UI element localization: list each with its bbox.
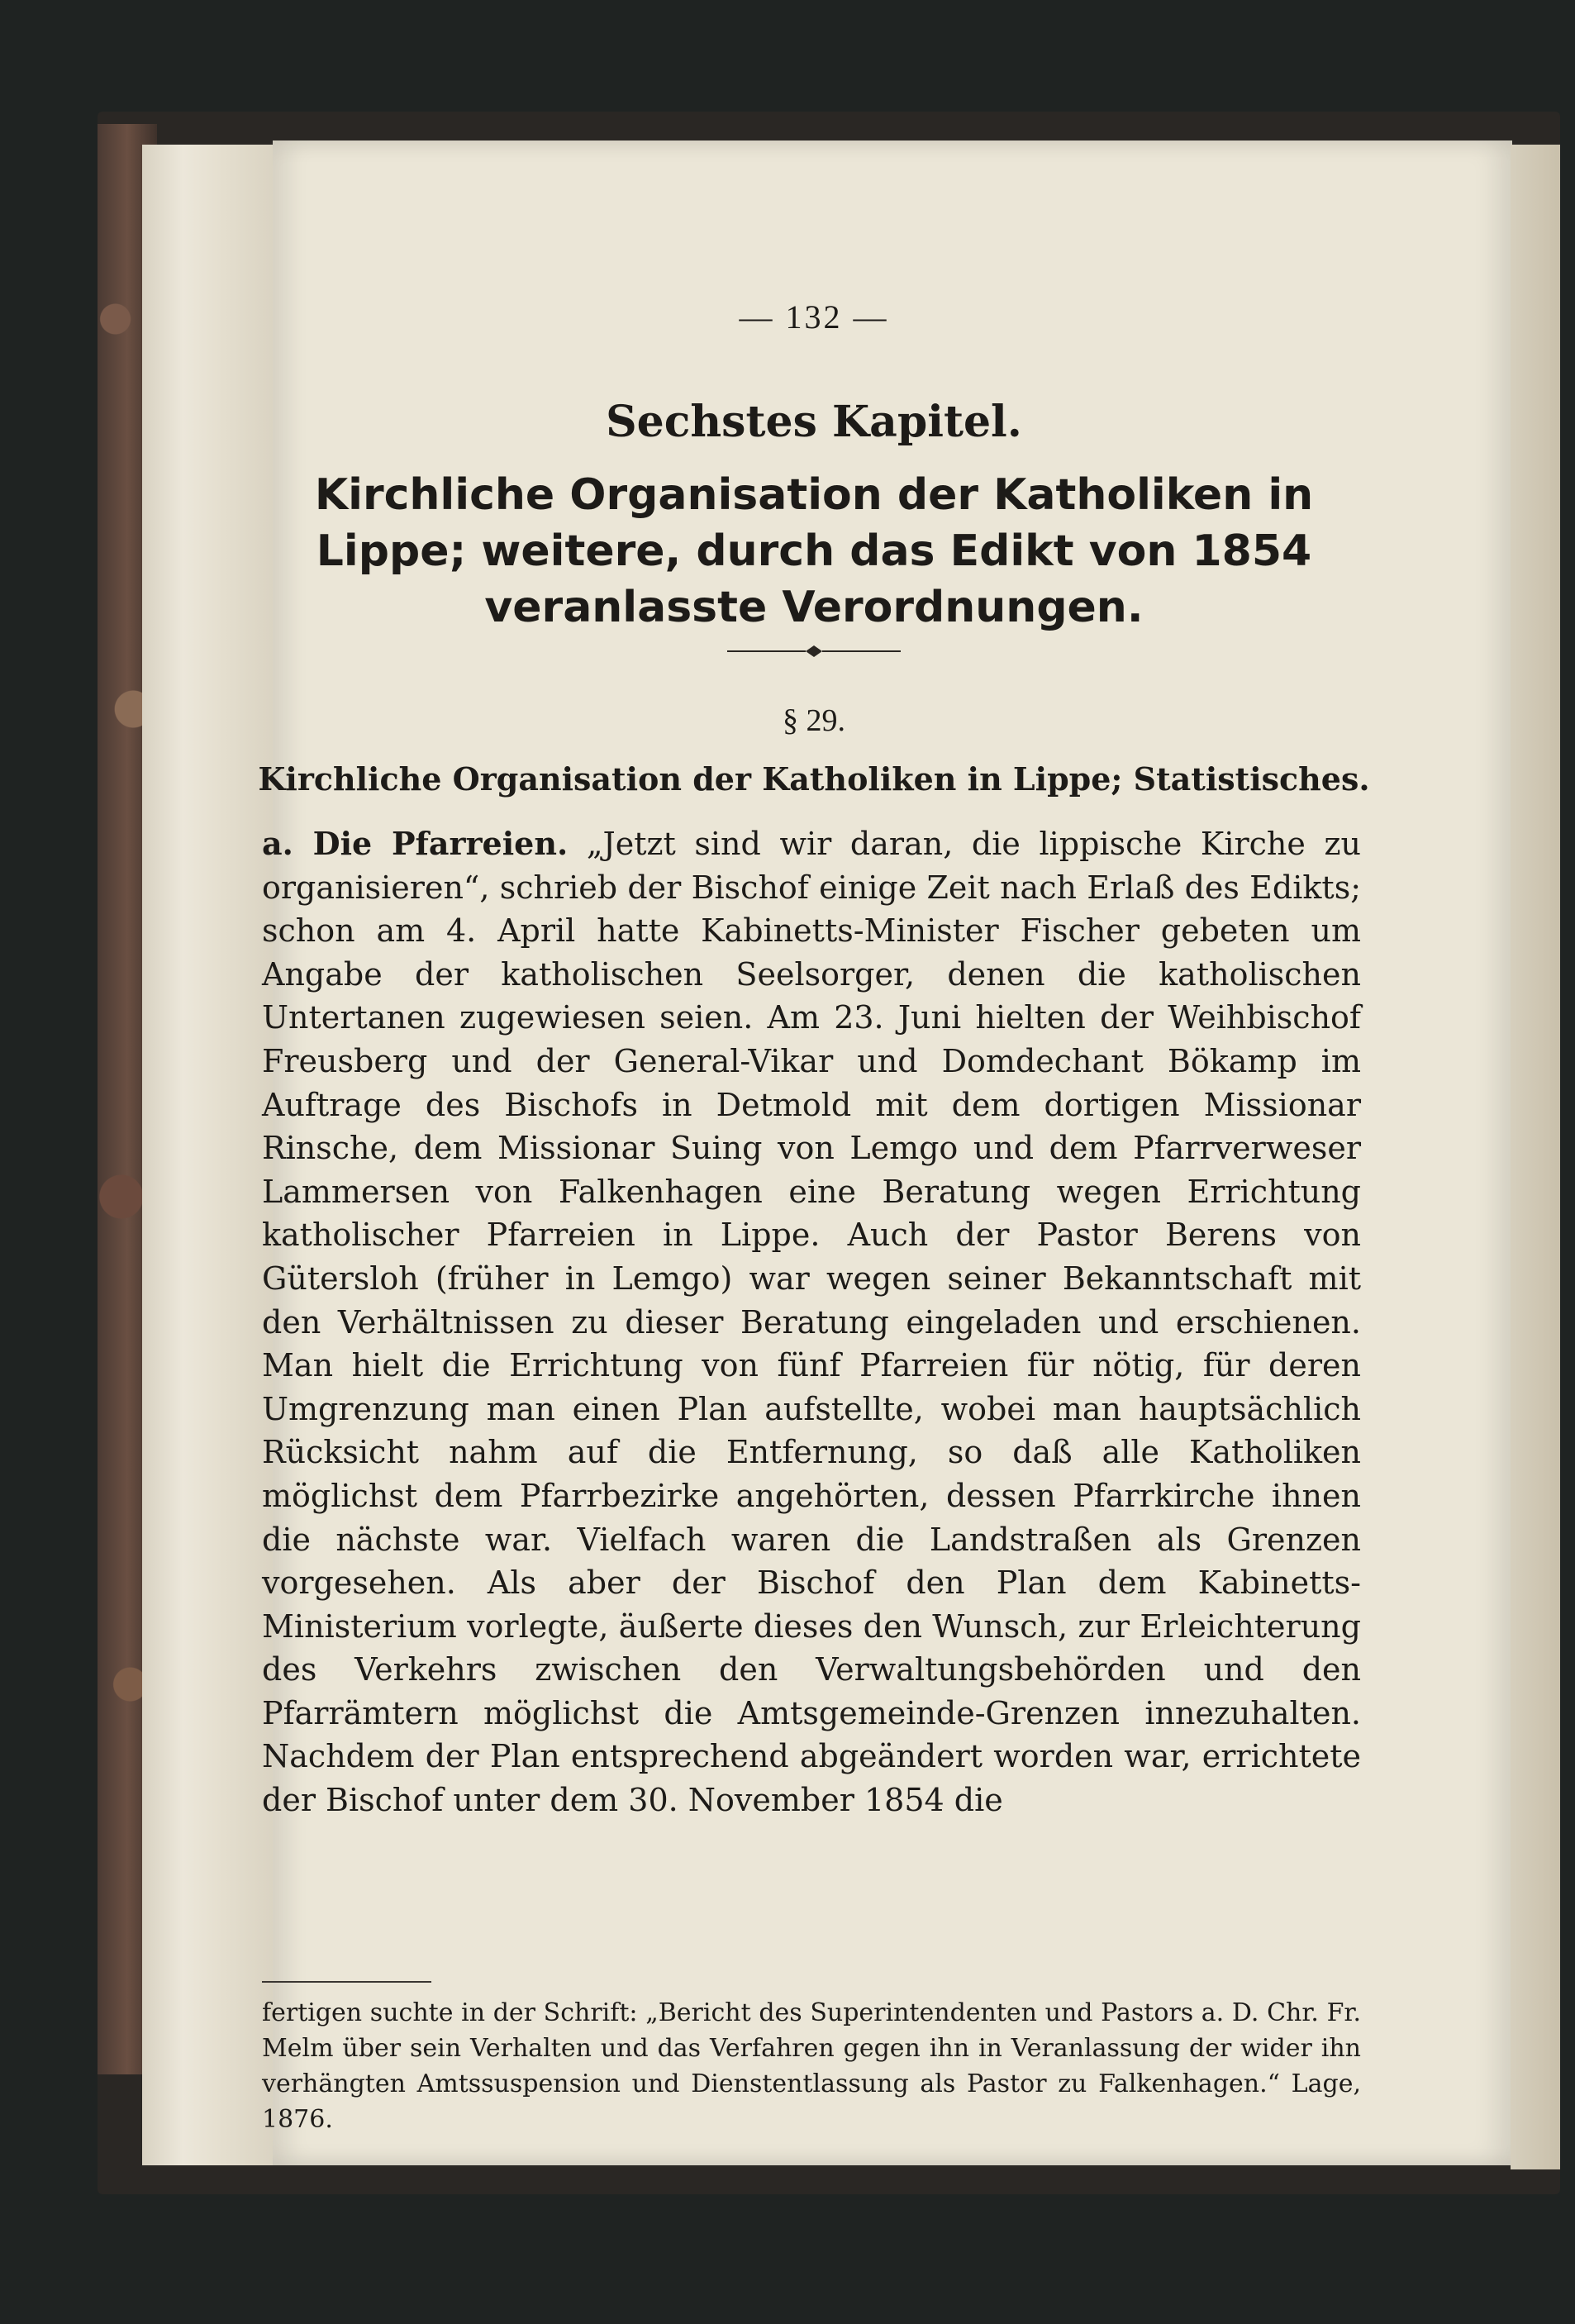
chapter-heading: Sechstes Kapitel. — [606, 397, 1022, 447]
paragraph-lead: a. Die Pfarreien. — [262, 825, 569, 862]
facing-page-edge — [1511, 145, 1560, 2169]
ornament-divider-icon — [727, 643, 901, 660]
chapter-title: Kirchliche Organisation der Katholiken in Lippe; weitere, durch das Edikt von 1854 veranlasste Verordnungen. — [314, 470, 1314, 632]
body-paragraph — [262, 822, 1361, 1822]
section-title: Kirchliche Organisation der Katholiken in Lippe; Statistisches. — [258, 760, 1370, 798]
footnote: fertigen suchte in der Schrift: „Bericht des Superintendenten und Pastors a. D. Chr. Fr. Melm über sein Verhalten und das Verfahren gegen ihn in Veranlassung der wider ihn verhängten Amtssuspension und Dienstentlassung als Pastor zu Falkenhagen.“ Lage, 1876. — [262, 1998, 1361, 2134]
paragraph-text: „Jetzt sind wir daran, die lippische Kirche zu organisieren“, schrieb der Bischof einige Zeit nach Erlaß des Edikts; schon am 4. April hatte Kabinetts-Minister Fischer gebeten um Angabe der katholischen Seelsorger, denen die katholischen Untertanen zugewiesen seien. Am 23. Juni hielten der Weihbischof Freusberg und der General-Vikar und Domdechant Bökamp im Auftrage des Bischofs in Detmold mit dem dortigen Missionar Rinsche, dem Missionar Suing von Lemgo und dem Pfarrverweser Lammersen von Falkenhagen eine Beratung wegen Errichtung katholischer Pfarreien in Lippe. Auch der Pastor Berens von Gütersloh (früher in Lemgo) war wegen seiner Bekanntschaft mit den Verhältnissen zu dieser Beratung eingeladen und erschienen. Man hielt die Errichtung von fünf Pfarreien für nötig, für deren Umgrenzung man einen Plan aufstellte, wobei man hauptsächlich Rücksicht nahm auf die Entfernung, so daß alle Katholiken möglichst dem Pfarrbezirke angehörten, dessen Pfarrkirche ihnen die nächste war. Vielfach waren die Landstraßen als Grenzen vorgesehen. Als aber der Bischof den Plan dem Kabinetts-Ministerium vorlegte, äußerte dieses den Wunsch, zur Erleichterung des Verkehrs zwischen den Verwaltungsbehörden und den Pfarrämtern möglichst die Amtsgemeinde-Grenzen innezuhalten. Nachdem der Plan entsprechend abgeändert worden war, errichtete der Bischof unter dem 30. November 1854 die — [262, 826, 1361, 1819]
footnote-rule — [262, 1981, 431, 1983]
section-number: § 29. — [783, 703, 845, 738]
page-number: — 132 — — [739, 298, 889, 336]
text-block — [207, 157, 1421, 2134]
